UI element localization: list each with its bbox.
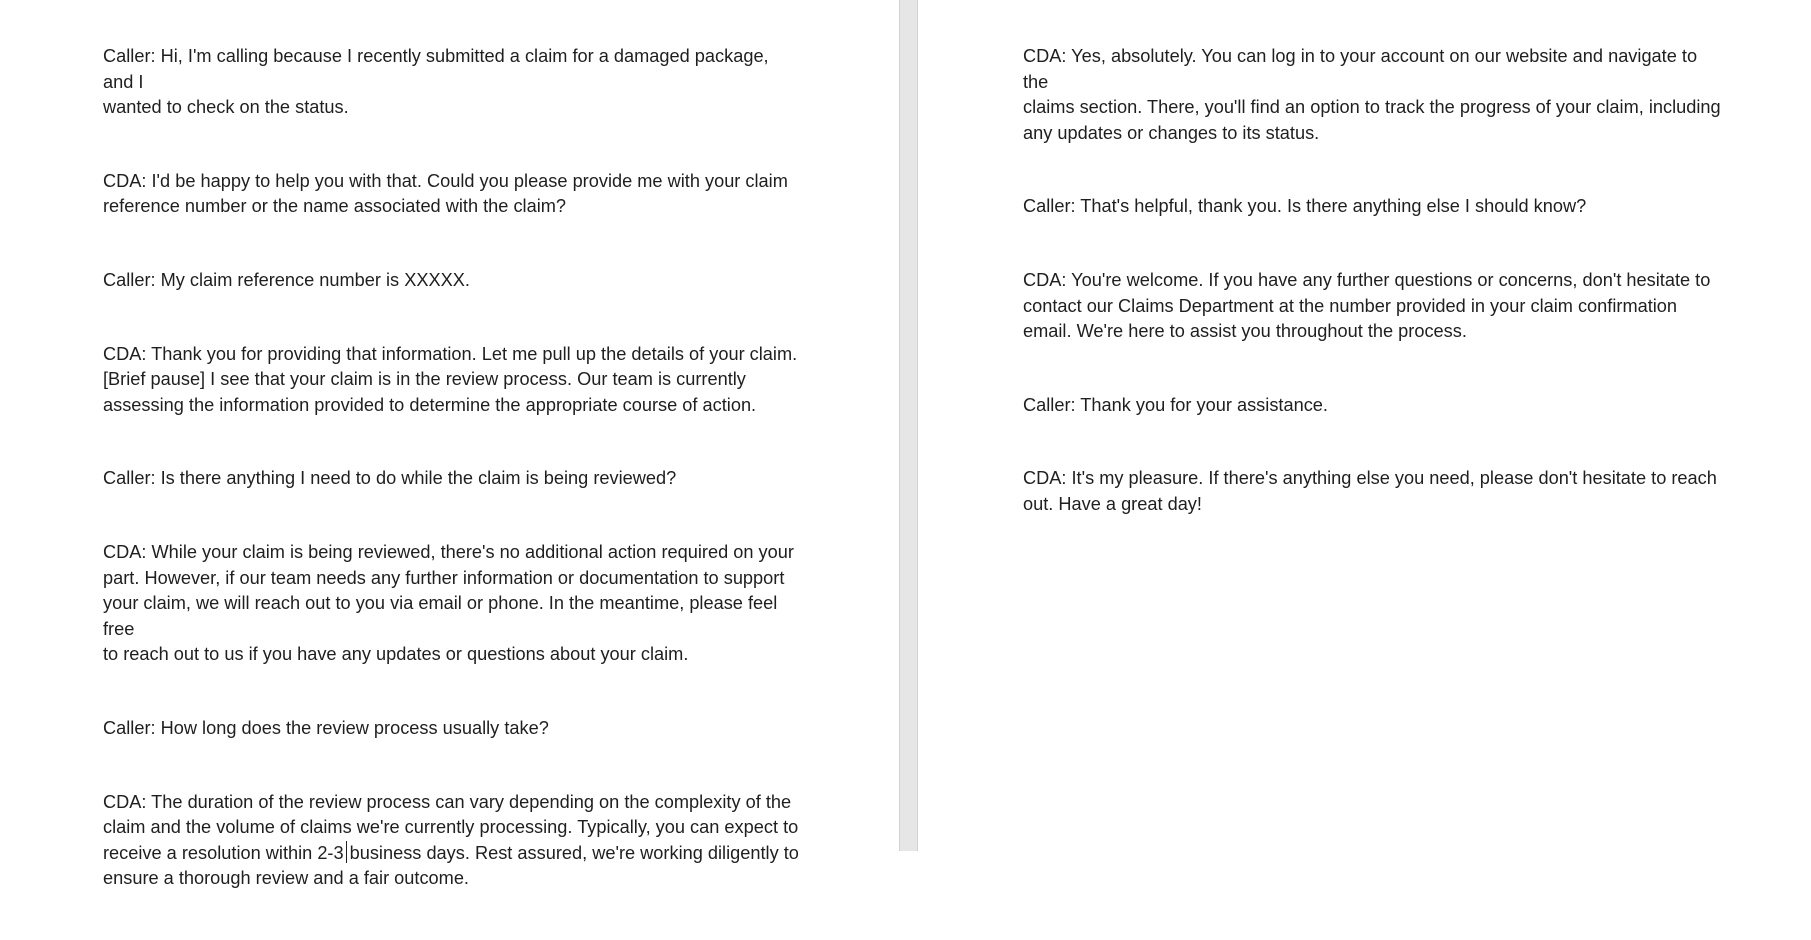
paragraph-caller[interactable]: Caller: Is there anything I need to do while the claim is being reviewed? <box>103 468 677 489</box>
paragraph-caller[interactable]: Caller: My claim reference number is XXXXX. <box>103 269 470 290</box>
paragraph-caller[interactable]: Caller: How long does the review process usually take? <box>103 717 549 738</box>
document-page-left[interactable] <box>0 0 899 889</box>
paragraph-cda[interactable]: CDA: I'd be happy to help you with that. Could you please provide me with your claim reference number or the name associated with the claim? <box>103 170 788 217</box>
page-gap-divider <box>899 0 918 851</box>
paragraph-caller[interactable]: Caller: Thank you for your assistance. <box>1023 394 1328 415</box>
paragraph-caller[interactable]: Caller: Hi, I'm calling because I recently submitted a claim for a damaged package, and I wanted to check on the status. <box>103 46 769 118</box>
paragraph-cda-with-caret[interactable] <box>103 790 803 892</box>
paragraph-cda[interactable]: CDA: It's my pleasure. If there's anything else you need, please don't hesitate to reach out. Have a great day! <box>1023 468 1717 514</box>
paragraph-cda[interactable]: CDA: Thank you for providing that information. Let me pull up the details of your claim. [Brief pause] I see that your claim is in the review process. Our team is currently assessing the information provided to determine the appropriate course of action. <box>103 343 798 415</box>
paragraph-text-after-caret[interactable]: business days. Rest assured, we're working diligently to ensure a thorough review and a fair outcome. <box>103 842 799 889</box>
paragraph-cda[interactable]: CDA: While your claim is being reviewed, there's no additional action required on your part. However, if our team needs any further information or documentation to support your claim, we will reach out to you via email or phone. In the meantime, please feel free to reach out to us if you have any updates or questions about your claim. <box>103 541 794 665</box>
paragraph-cda[interactable]: CDA: Yes, absolutely. You can log in to your account on our website and navigate to the claims section. There, you'll find an option to track the progress of your claim, including any updates or changes to its status. <box>1023 46 1721 143</box>
paragraph-text-before-caret[interactable]: CDA: The duration of the review process can vary depending on the complexity of the claim and the volume of claims we're currently processing. Typically, you can expect to receive a resolution within 2-3 <box>103 791 799 863</box>
paragraph-caller[interactable]: Caller: That's helpful, thank you. Is there anything else I should know? <box>1023 196 1587 217</box>
page-body[interactable] <box>103 44 803 940</box>
document-page-right[interactable] <box>918 0 1811 851</box>
paragraph-cda[interactable]: CDA: You're welcome. If you have any further questions or concerns, don't hesitate to contact our Claims Department at the number provided in your claim confirmation email. We're here to assist you throughout the process. <box>1023 269 1711 342</box>
text-cursor <box>346 841 347 863</box>
page-body[interactable] <box>1023 44 1723 566</box>
